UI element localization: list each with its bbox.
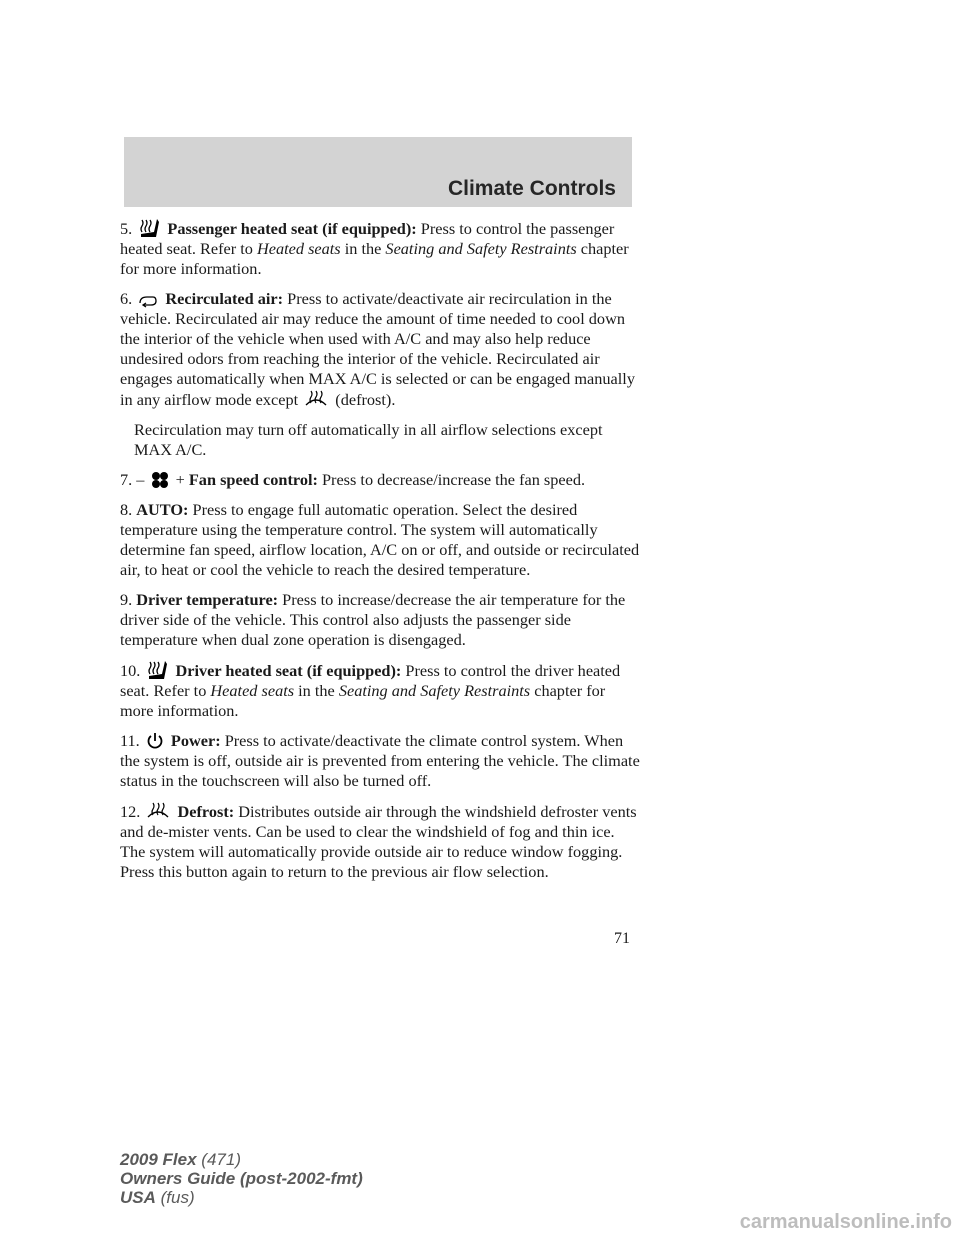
ref-seating-safety: Seating and Safety Restraints	[385, 239, 577, 258]
list-item-driver-temperature	[120, 590, 640, 650]
heated-seat-icon	[138, 218, 160, 238]
item-number: 5.	[120, 219, 133, 238]
footer-region: USA	[120, 1188, 156, 1207]
plus-symbol: +	[175, 470, 185, 489]
list-item-power	[120, 731, 640, 791]
list-item-fan-speed	[120, 470, 640, 490]
list-item-recirculated-air	[120, 289, 640, 410]
item-text: (defrost).	[335, 390, 396, 409]
recirculation-icon	[138, 294, 158, 308]
item-text: Press to engage full automatic operation. Select the desired temperature using the temperature control. The system will automatically determine fan speed, airflow location, A/C on or off, and outside or recirculated air, to heat or cool the vehicle to reach the desired temperature.	[120, 500, 640, 579]
list-item-passenger-heated-seat	[120, 218, 640, 279]
item-text: chapter for more information.	[120, 681, 606, 720]
list-item-defrost	[120, 801, 640, 882]
item-text: Press to control the driver heated seat. Refer to	[120, 661, 621, 700]
item-text: Press to activate/deactivate the climate control system. When the system is off, outside air is prevented from entering the vehicle. The climate status in the touchscreen will also be turned off.	[120, 731, 640, 790]
item-text: Press to decrease/increase the fan speed.	[321, 470, 586, 489]
item-number: 8.	[120, 500, 133, 519]
item-text: Press to control the passenger heated seat. Refer to	[120, 219, 615, 258]
defrost-icon	[146, 801, 170, 821]
section-header-band	[124, 137, 632, 207]
item-text: chapter for more information.	[120, 239, 629, 278]
ref-seating-safety: Seating and Safety Restraints	[338, 681, 531, 700]
list-item-auto	[120, 500, 640, 580]
watermark: carmanualsonline.info	[739, 1211, 952, 1233]
item-number: 6.	[120, 289, 133, 308]
item-number: 11.	[120, 731, 140, 750]
item-text: Distributes outside air through the windshield defroster vents and de-mister vents. Can be used to clear the windshield of fog and thin ice. The system will automatically provide outside air to reduce window fogging. Press this button again to return to the previous air flow selection.	[120, 802, 637, 881]
section-title: Climate Controls	[447, 177, 616, 200]
ref-heated-seats: Heated seats	[210, 681, 295, 700]
item-number: 9.	[120, 590, 133, 609]
item-label: Power:	[170, 731, 221, 750]
item-number: 7.	[120, 470, 133, 489]
minus-symbol: –	[136, 470, 145, 489]
item-label: Driver heated seat (if equipped):	[175, 661, 402, 680]
footer-model: 2009 Flex	[120, 1150, 197, 1169]
item-label: Driver temperature:	[136, 590, 279, 609]
page-number: 71	[614, 930, 630, 947]
item-number: 10.	[120, 661, 141, 680]
footer-line-model	[120, 1150, 363, 1169]
item-text: Press to activate/deactivate air recirculation in the vehicle. Recirculated air may reduce the amount of time needed to cool down the interior of the vehicle when used with A/C and may also help reduce undesired odors from reaching the interior of the vehicle. Recirculated air engages automatically when MAX A/C is selected or can be engaged manually in any airflow mode except	[120, 289, 635, 409]
item-text: Press to increase/decrease the air temperature for the driver side of the vehicle. This control also adjusts the passenger side temperature when dual zone operation is disengaged.	[120, 590, 626, 649]
footer-model-code: (471)	[201, 1150, 241, 1169]
recirculation-note: Recirculation may turn off automatically in all airflow selections except MAX A/C.	[134, 420, 603, 459]
list-item-driver-heated-seat	[120, 660, 640, 721]
item-text: in the	[344, 239, 382, 258]
footer-guide: Owners Guide (post-2002-fmt)	[120, 1169, 363, 1188]
defrost-icon	[304, 389, 328, 409]
item-text: in the	[298, 681, 335, 700]
heated-seat-icon	[146, 660, 168, 680]
item-label: AUTO:	[136, 500, 189, 519]
item-label: Fan speed control:	[188, 470, 318, 489]
footer	[120, 1150, 363, 1207]
page-content	[120, 218, 640, 892]
footer-line-region	[120, 1188, 363, 1207]
item-label: Recirculated air:	[165, 289, 284, 308]
footer-region-code: (fus)	[160, 1188, 195, 1207]
item-label: Defrost:	[177, 802, 235, 821]
fan-icon	[151, 471, 169, 489]
ref-heated-seats: Heated seats	[256, 239, 341, 258]
item-number: 12.	[120, 802, 141, 821]
item-label: Passenger heated seat (if equipped):	[167, 219, 417, 238]
power-icon	[146, 732, 164, 750]
